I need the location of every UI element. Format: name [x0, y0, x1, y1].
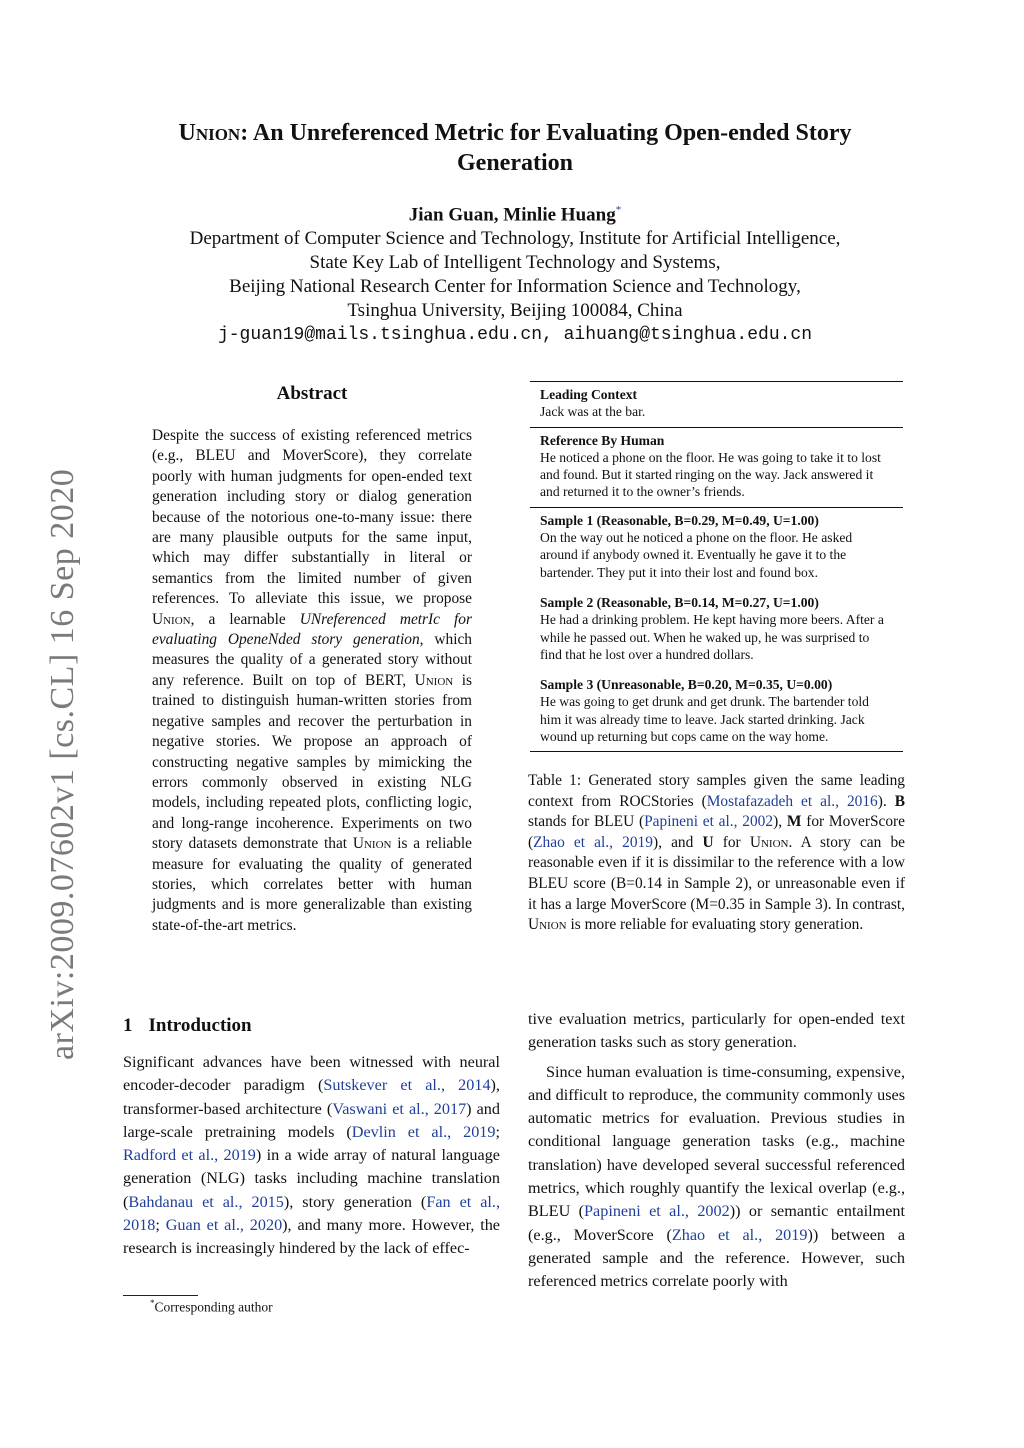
footnote-text: Corresponding author: [154, 1299, 273, 1315]
union-name: Union: [749, 833, 789, 851]
abstract-text: is a reliable measure for evaluating the quality of generated stories, which correlates better with human judgments and is more generalizable than existing state-of-the-art metrics.: [152, 835, 472, 934]
citation-link[interactable]: Devlin et al., 2019: [351, 1122, 496, 1141]
caption-bold-letter: B: [894, 792, 905, 810]
abstract-text: Despite the success of existing referenced metrics (e.g., BLEU and MoverScore), they correlate poorly with human judgments for open-ended text generation including story or dialog generation because of the notorious one-to-many issue: there are many plausible outputs for the same input, which may differ substantially in literal or semantics from the limited number of given references. To alleviate this issue, we propose: [152, 427, 472, 608]
affiliation-line: State Key Lab of Intelligent Technology and Systems,: [309, 252, 721, 274]
sample-block: [540, 512, 893, 581]
author-names: Jian Guan, Minlie Huang: [408, 204, 616, 226]
title-line2: Generation: [457, 150, 573, 176]
abstract-text: is trained to distinguish human-written stories from negative samples and recover the perturbation in negative stories. We propose an approach of constructing negative samples by mimicking the errors commonly observed in existing NLG models, including repeated plots, conflicting logic, and long-range incoherence. Experiments on two story datasets demonstrate that: [152, 671, 472, 853]
citation-link[interactable]: Mostafazadeh et al., 2016: [706, 792, 878, 810]
intro-left-column: [123, 1051, 500, 1261]
sample-block: [540, 676, 893, 745]
abstract-heading: Abstract: [276, 383, 348, 404]
citation-link[interactable]: Bahdanau et al., 2015: [128, 1192, 284, 1211]
caption-bold-letter: M: [786, 813, 802, 831]
intro-text: Since human evaluation is time-consuming, expensive, and difficult to reproduce, the community commonly uses automatic metrics for evaluation. Previous studies in conditional language generation tasks (e.g., machine translation) have developed several successful referenced metrics, which roughly quantify the lexical overlap (e.g., BLEU (: [528, 1062, 905, 1221]
sample-text: On the way out he noticed a phone on the floor. He asked around if anybody owned it. Eventually he gave it to the bartender. They put it into their lost and found box.: [540, 530, 853, 580]
title-line1-rest: : An Unreferenced Metric for Evaluating Open-ended Story: [240, 120, 852, 146]
caption-bold-letter: U: [702, 833, 714, 851]
citation-link[interactable]: Zhao et al., 2019: [533, 833, 653, 851]
intro-text: ) and large-scale pretraining models (: [123, 1099, 500, 1141]
reference-text: He noticed a phone on the floor. He was going to take it to lost and found. But it started ringing on the way. Jack answered it and returned it to the owner’s friends.: [540, 449, 881, 500]
caption-text: for MoverScore (: [528, 813, 906, 851]
intro-text: ) in a wide array of natural language generation (NLG) tasks including machine translation (: [123, 1146, 500, 1211]
footnote-rule: [123, 1295, 198, 1296]
abstract-text: , a learnable: [190, 610, 286, 628]
intro-text: ;: [495, 1122, 500, 1141]
reference-cell: [530, 428, 903, 507]
union-name: Union: [528, 916, 567, 934]
intro-text: ), story generation (: [283, 1192, 427, 1211]
section-title: Introduction: [148, 1015, 252, 1036]
section-number: 1: [123, 1015, 133, 1036]
author-block: [100, 198, 930, 347]
intro-text: Significant advances have been witnessed with neural encoder-decoder paradigm (: [123, 1053, 500, 1095]
intro-text: )) or semantic entailment (e.g., MoverScore (: [528, 1202, 905, 1244]
sample-label: Sample 3 (Unreasonable, B=0.20, M=0.35, U=0.00): [540, 677, 833, 693]
citation-link[interactable]: Papineni et al., 2002: [644, 813, 774, 831]
sample-label: Sample 2 (Reasonable, B=0.14, M=0.27, U=1.00): [540, 594, 819, 610]
intro-right-column: [528, 1008, 905, 1294]
section-heading-introduction: [123, 1015, 252, 1037]
table-bottom-rule: [530, 751, 903, 752]
affiliation-line: Beijing National Research Center for Information Science and Technology,: [229, 276, 801, 298]
caption-text: stands for BLEU (: [528, 813, 645, 831]
arxiv-identifier-stamp: arXiv:2009.07602v1 [cs.CL] 16 Sep 2020: [44, 468, 81, 1060]
intro-text: ), and many more. However, the research is increasingly hindered by the lack of effec-: [123, 1216, 500, 1258]
caption-text: is more reliable for evaluating story generation.: [570, 916, 864, 934]
intro-text: ;: [155, 1216, 166, 1235]
citation-link[interactable]: Sutskever et al., 2014: [323, 1076, 491, 1095]
sample-text: He had a drinking problem. He kept having more beers. After a while he passed out. When he waked up, he was surprised to find that he lost over a hundred dollars.: [540, 612, 884, 662]
corresponding-marker[interactable]: *: [615, 204, 622, 216]
caption-text: . A story can be reasonable even if it is dissimilar to the reference with a low BLEU score (B=0.14 in Sample 2), or unreasonable even if it has a large MoverScore (M=0.35 in Sample 3). In contrast,: [528, 833, 906, 913]
title-system-name: Union: [178, 120, 241, 146]
citation-link[interactable]: Radford et al., 2019: [123, 1146, 256, 1165]
sample-label: Sample 1 (Reasonable, B=0.29, M=0.49, U=1.00): [540, 512, 819, 528]
intro-text: ), transformer-based architecture (: [123, 1076, 500, 1118]
sample-block: [540, 594, 893, 663]
intro-paragraph: tive evaluation metrics, particularly for open-ended text generation tasks such as story generation.: [528, 1010, 905, 1052]
reference-label: Reference By Human: [540, 432, 665, 448]
affiliation-line: Department of Computer Science and Technology, Institute for Artificial Intelligence,: [189, 228, 841, 250]
caption-text: ), and: [652, 833, 703, 851]
union-name: Union: [414, 671, 454, 689]
table-1-caption: [528, 771, 905, 936]
citation-link[interactable]: Papineni et al., 2002: [584, 1202, 730, 1221]
leading-context-label: Leading Context: [540, 387, 638, 402]
footnote: [150, 1298, 273, 1316]
samples-cell: [530, 508, 903, 752]
author-emails: j-guan19@mails.tsinghua.edu.cn, aihuang@tsinghua.edu.cn: [217, 325, 813, 346]
table-1: [530, 381, 903, 752]
caption-text: ).: [877, 792, 895, 810]
footnote-marker: *: [150, 1298, 155, 1308]
caption-text: for: [713, 833, 750, 851]
paper-title: [100, 118, 930, 178]
leading-context-text: Jack was at the bar.: [540, 404, 646, 420]
caption-text: ),: [773, 813, 787, 831]
leading-context-cell: [530, 382, 903, 427]
affiliation-line: Tsinghua University, Beijing 100084, China: [347, 300, 683, 322]
union-name: Union: [352, 835, 392, 853]
intro-text: )) between a generated sample and the reference. However, such referenced metrics correlate poorly with: [528, 1225, 906, 1291]
abstract-text: , which measures the quality of a generated story without any reference. Built on top of BERT,: [152, 631, 472, 689]
caption-text: Table 1: Generated story samples given the same leading context from ROCStories (: [528, 772, 905, 810]
citation-link[interactable]: Fan et al., 2018: [123, 1192, 500, 1235]
citation-link[interactable]: Guan et al., 2020: [165, 1216, 283, 1235]
abstract-body: [152, 426, 472, 936]
sample-text: He was going to get drunk and get drunk. The bartender told him it was already time to leave. Jack started drinking. Jack wound up returning but cops came on the way home.: [540, 694, 869, 745]
citation-link[interactable]: Vaswani et al., 2017: [332, 1099, 467, 1118]
intro-paragraph: [123, 1051, 500, 1261]
intro-paragraph: [528, 1061, 905, 1294]
union-name: Union: [152, 610, 191, 628]
citation-link[interactable]: Zhao et al., 2019: [671, 1225, 808, 1244]
acronym-expansion: UNreferenced metrIc for evaluating OpeneNded story generation: [152, 610, 472, 649]
